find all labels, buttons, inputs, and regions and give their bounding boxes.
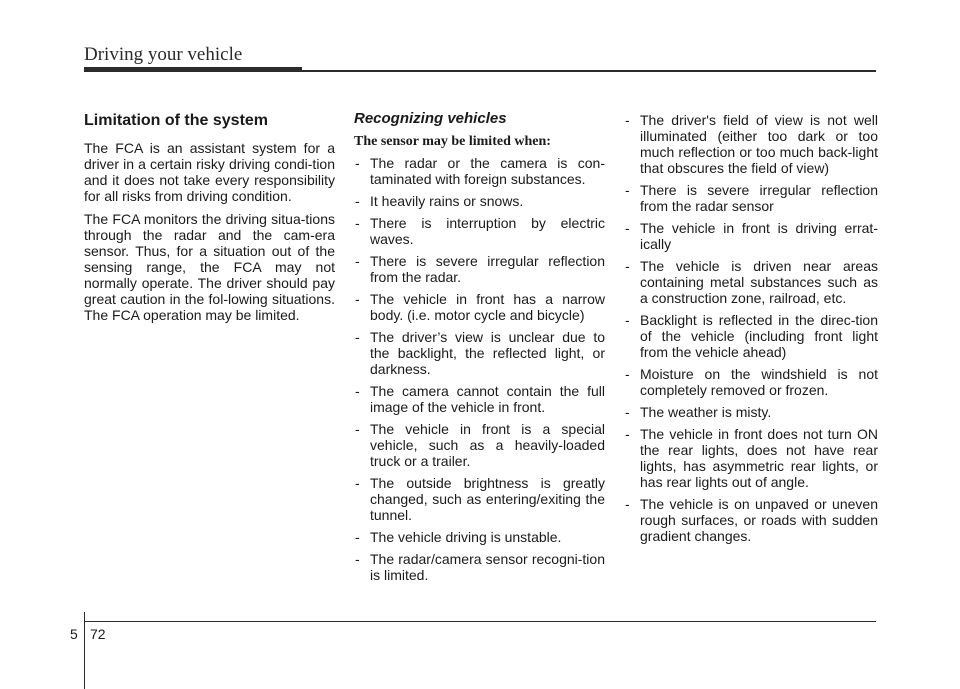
footer-vertical-rule (84, 612, 85, 689)
condition-list (354, 155, 605, 583)
subsection-heading: Recognizing vehicles (354, 110, 507, 127)
header-rule-thick (84, 67, 302, 72)
column-2 (354, 111, 605, 589)
list-item: - The weather is misty. (624, 404, 878, 420)
list-item: - The vehicle in front has a narrow body. (i.e. motor cycle and bicycle) (354, 291, 605, 323)
header-title: Driving your vehicle (84, 44, 243, 65)
list-item: - The vehicle is on unpaved or uneven rough surfaces, or roads with sudden gradient changes. (624, 496, 878, 544)
condition-list (624, 112, 878, 544)
list-item: - The radar/camera sensor recogni-tion is limited. (354, 551, 605, 583)
list-item: - The driver’s view is unclear due to the backlight, the reflected light, or darkness. (354, 329, 605, 377)
paragraph: The FCA monitors the driving situa-tions through the radar and the cam-era sensor. Thus, for a situation out of the sensing range, the FCA may not normally operate. The driver should pay great caution in the fol-lowing situations. The FCA operation may be limited. (84, 211, 335, 323)
list-item: - The vehicle in front does not turn ON the rear lights, does not have rear lights, has asymmetric rear lights, or has rear lights out of angle. (624, 426, 878, 490)
column-3 (624, 112, 878, 550)
list-item: - The radar or the camera is con-taminated with foreign substances. (354, 155, 605, 187)
list-item: - Backlight is reflected in the direc-tion of the vehicle (including front light from the vehicle ahead) (624, 312, 878, 360)
header-rule-thin (302, 70, 876, 72)
list-item: - The driver's field of view is not well illuminated (either too dark or too much reflection or too much back-light that obscures the field of view) (624, 112, 878, 176)
list-item: - Moisture on the windshield is not completely removed or frozen. (624, 366, 878, 398)
list-item: - It heavily rains or snows. (354, 193, 605, 209)
list-item: - There is interruption by electric waves. (354, 215, 605, 247)
paragraph: The FCA is an assistant system for a driver in a certain risky driving condi-tion and it does not take every responsibility for all risks from driving condition. (84, 140, 335, 204)
list-item: - The camera cannot contain the full image of the vehicle in front. (354, 383, 605, 415)
list-item: - The outside brightness is greatly changed, such as entering/exiting the tunnel. (354, 475, 605, 523)
section-heading: Limitation of the system (84, 112, 269, 129)
list-item: - The vehicle is driven near areas containing metal substances such as a construction zone, railroad, etc. (624, 258, 878, 306)
page-number: 72 (90, 626, 106, 642)
list-intro: The sensor may be limited when: (354, 134, 551, 149)
page-chapter: 5 (70, 626, 78, 642)
list-item: - The vehicle driving is unstable. (354, 529, 605, 545)
column-1 (84, 112, 335, 330)
list-item: - There is severe irregular reflection from the radar sensor (624, 182, 878, 214)
list-item: - The vehicle in front is driving errat-ically (624, 220, 878, 252)
list-item: - There is severe irregular reflection from the radar. (354, 253, 605, 285)
footer-horizontal-rule (84, 621, 876, 622)
list-item: - The vehicle in front is a special vehicle, such as a heavily-loaded truck or a trailer. (354, 421, 605, 469)
